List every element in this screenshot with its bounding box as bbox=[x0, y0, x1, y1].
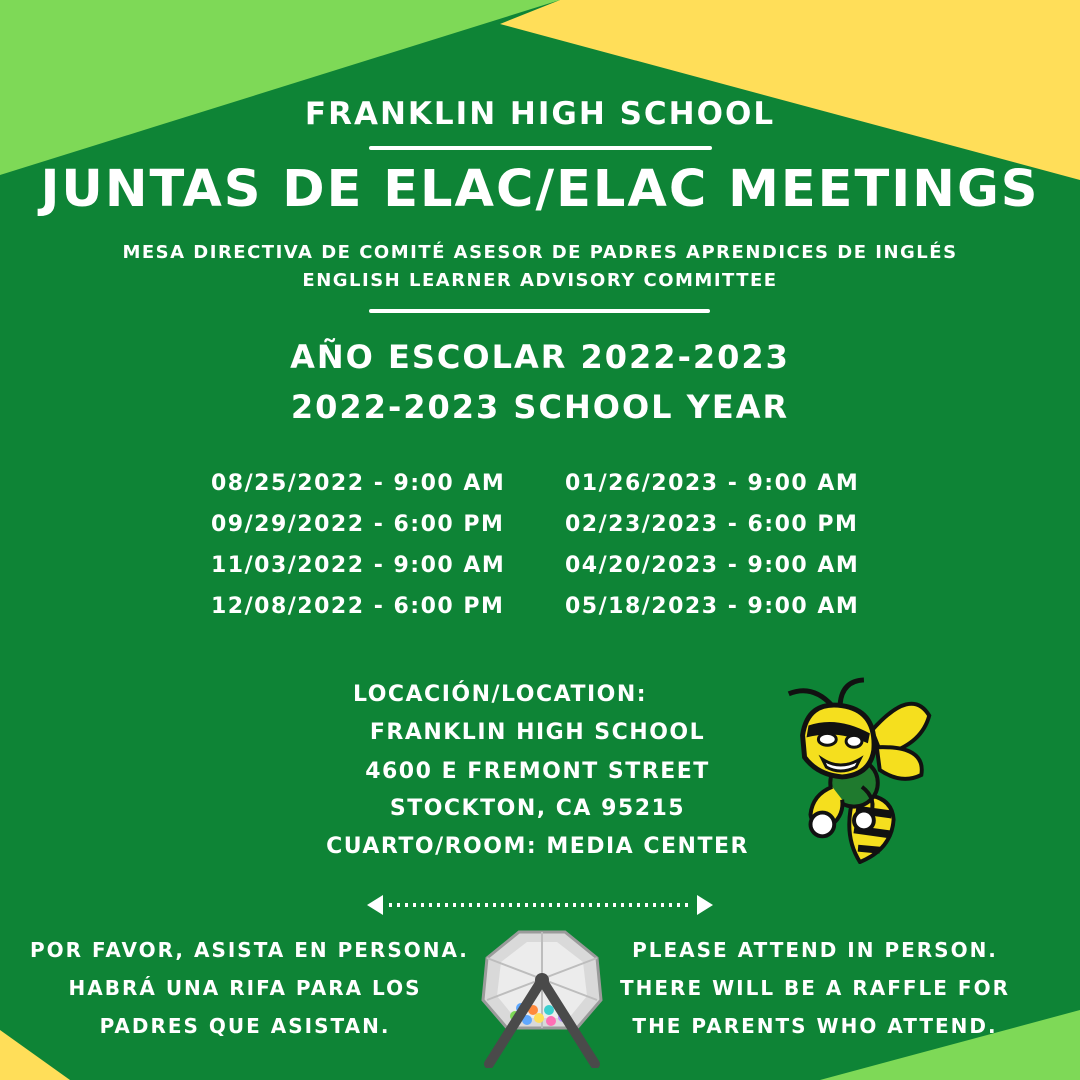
location-label: LOCACIÓN/LOCATION: bbox=[352, 682, 648, 707]
raffle-drum-icon bbox=[477, 928, 607, 1068]
school-year-en: 2022-2023 SCHOOL YEAR bbox=[290, 388, 790, 426]
attend-note-en-3: THE PARENTS WHO ATTEND. bbox=[632, 1014, 998, 1038]
meeting-date: 12/08/2022 - 6:00 PM bbox=[211, 594, 505, 619]
location-room: CUARTO/ROOM: MEDIA CENTER bbox=[326, 834, 749, 859]
location-street: 4600 E FREMONT STREET bbox=[365, 759, 710, 784]
subtitle-es: MESA DIRECTIVA DE COMITÉ ASESOR DE PADRES APRENDICES DE INGLÉS bbox=[122, 242, 958, 263]
meeting-date: 08/25/2022 - 9:00 AM bbox=[211, 471, 506, 496]
meeting-date: 02/23/2023 - 6:00 PM bbox=[565, 512, 859, 537]
meeting-date: 05/18/2023 - 9:00 AM bbox=[565, 594, 860, 619]
attend-note-es-3: PADRES QUE ASISTAN. bbox=[99, 1014, 391, 1038]
attend-note-es-1: POR FAVOR, ASISTA EN PERSONA. bbox=[30, 938, 469, 962]
attend-note-en-1: PLEASE ATTEND IN PERSON. bbox=[632, 938, 998, 962]
attend-note-en-2: THERE WILL BE A RAFFLE FOR bbox=[620, 976, 1010, 1000]
meeting-date: 01/26/2023 - 9:00 AM bbox=[565, 471, 860, 496]
hornet-mascot-icon bbox=[782, 676, 932, 864]
subtitle-en: ENGLISH LEARNER ADVISORY COMMITTEE bbox=[302, 270, 778, 291]
divider-middle bbox=[369, 309, 710, 313]
location-city: STOCKTON, CA 95215 bbox=[389, 796, 686, 821]
meeting-date: 09/29/2022 - 6:00 PM bbox=[211, 512, 505, 537]
divider-top bbox=[369, 146, 712, 150]
attend-note-es-2: HABRÁ UNA RIFA PARA LOS bbox=[68, 976, 422, 1000]
double-arrow-icon bbox=[365, 893, 715, 917]
school-name: FRANKLIN HIGH SCHOOL bbox=[304, 96, 776, 132]
school-year-es: AÑO ESCOLAR 2022-2023 bbox=[290, 338, 790, 376]
meeting-date: 04/20/2023 - 9:00 AM bbox=[565, 553, 860, 578]
page-title: JUNTAS DE ELAC/ELAC MEETINGS bbox=[40, 160, 1040, 219]
meeting-date: 11/03/2022 - 9:00 AM bbox=[211, 553, 506, 578]
location-name: FRANKLIN HIGH SCHOOL bbox=[369, 720, 706, 745]
